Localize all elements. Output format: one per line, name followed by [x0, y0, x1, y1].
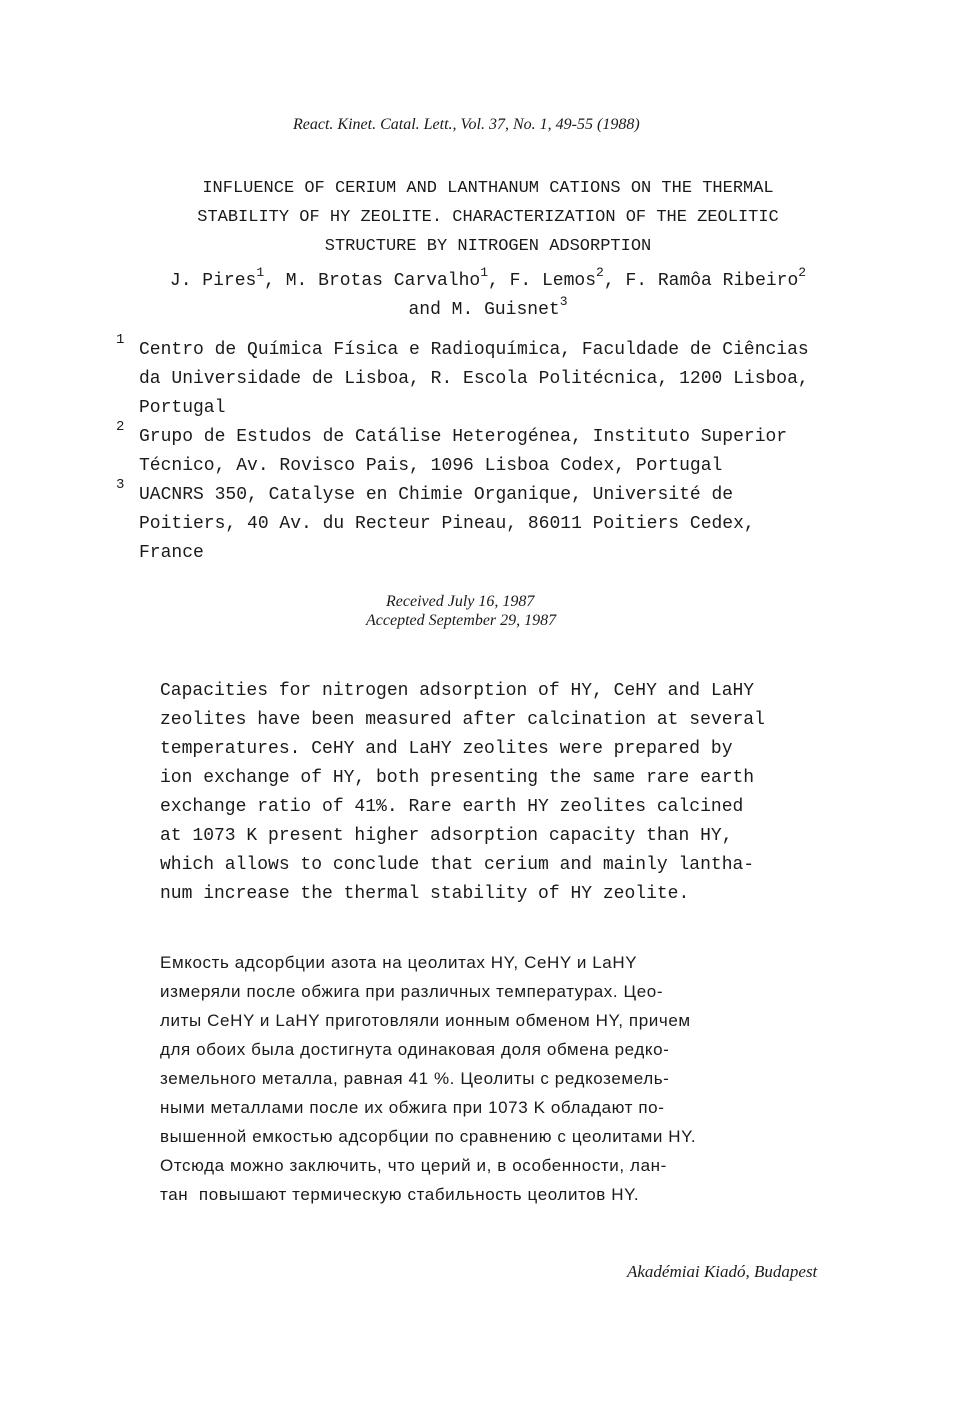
author-name: and M. Guisnet	[408, 300, 560, 320]
abstract-line: zeolites have been measured after calcination at several	[160, 710, 765, 730]
abstract-line: ion exchange of HY, both presenting the same rare earth	[160, 768, 755, 788]
abstract-line: which allows to conclude that cerium and mainly lantha-	[160, 855, 755, 875]
title-line: INFLUENCE OF CERIUM AND LANTHANUM CATIONS ON THE THERMAL	[202, 179, 774, 198]
abstract-line: Отсюда можно заключить, что церий и, в особенности, лан-	[160, 1156, 667, 1175]
affiliation-line: Portugal	[139, 398, 226, 418]
affiliation-marker: 1	[256, 265, 265, 280]
affiliation-marker: 1	[480, 265, 488, 280]
affiliation-line: da Universidade de Lisboa, R. Escola Politécnica, 1200 Lisboa,	[139, 369, 809, 389]
abstract-line: литы CeHY и LaHY приготовляли ионным обменом HY, причем	[160, 1011, 691, 1030]
accepted-date: Accepted September 29, 1987	[366, 612, 557, 629]
abstract-line: exchange ratio of 41%. Rare earth HY zeolites calcined	[160, 797, 744, 817]
affiliation-number: 1	[116, 332, 125, 348]
received-date: Received July 16, 1987	[386, 593, 535, 610]
affiliation-line: Grupo de Estudos de Catálise Heterogénea, Instituto Superior	[139, 427, 788, 447]
abstract-line: temperatures. CeHY and LaHY zeolites were prepared by	[160, 739, 733, 759]
affiliation-line: Técnico, Av. Rovisco Pais, 1096 Lisboa Codex, Portugal	[139, 456, 723, 476]
abstract-line: измеряли после обжига при различных температурах. Цео-	[160, 982, 664, 1001]
journal-citation: React. Kinet. Catal. Lett., Vol. 37, No. 1, 49-55 (1988)	[293, 116, 640, 133]
affiliation-number: 2	[116, 419, 125, 435]
abstract-line: Емкость адсорбции азота на цеолитах HY, CeHY и LaHY	[160, 953, 638, 972]
abstract-line: тан повышают термическую стабильность цеолитов HY.	[160, 1185, 640, 1204]
author-list	[0, 265, 976, 291]
affiliation-line: Centro de Química Física e Radioquímica, Faculdade de Ciências	[139, 340, 809, 360]
title-line: STABILITY OF HY ZEOLITE. CHARACTERIZATION OF THE ZEOLITIC	[197, 208, 779, 227]
publisher-imprint: Akadémiai Kiadó, Budapest	[627, 1262, 818, 1281]
affiliation-line: UACNRS 350, Catalyse en Chimie Organique, Université de	[139, 485, 734, 505]
author-name: , F. Ramôa Ribeiro	[603, 271, 799, 291]
abstract-line: Capacities for nitrogen adsorption of HY, CeHY and LaHY	[160, 681, 755, 701]
author-name: J. Pires	[169, 271, 257, 291]
abstract-line: num increase the thermal stability of HY zeolite.	[160, 884, 690, 904]
author-name: , M. Brotas Carvalho	[264, 271, 481, 291]
abstract-line: для обоих была достигнута одинаковая доля обмена редко-	[160, 1040, 670, 1059]
affiliation-line: Poitiers, 40 Av. du Recteur Pineau, 86011 Poitiers Cedex,	[139, 514, 755, 534]
author-name: , F. Lemos	[488, 271, 597, 291]
abstract-line: ными металлами после их обжига при 1073 K обладают по-	[160, 1098, 665, 1117]
abstract-line: вышенной емкостью адсорбции по сравнению с цеолитами HY.	[160, 1127, 697, 1146]
abstract-line: at 1073 K present higher adsorption capacity than HY,	[160, 826, 733, 846]
abstract-line: земельного металла, равная 41 %. Цеолиты с редкоземель-	[160, 1069, 670, 1088]
author-list-line-2	[0, 294, 976, 320]
title-line: STRUCTURE BY NITROGEN ADSORPTION	[324, 237, 652, 256]
affiliation-marker: 3	[559, 294, 568, 309]
affiliation-number: 3	[116, 477, 125, 493]
affiliation-line: France	[139, 543, 204, 563]
affiliation-marker: 2	[596, 265, 604, 280]
affiliation-marker: 2	[798, 265, 807, 280]
